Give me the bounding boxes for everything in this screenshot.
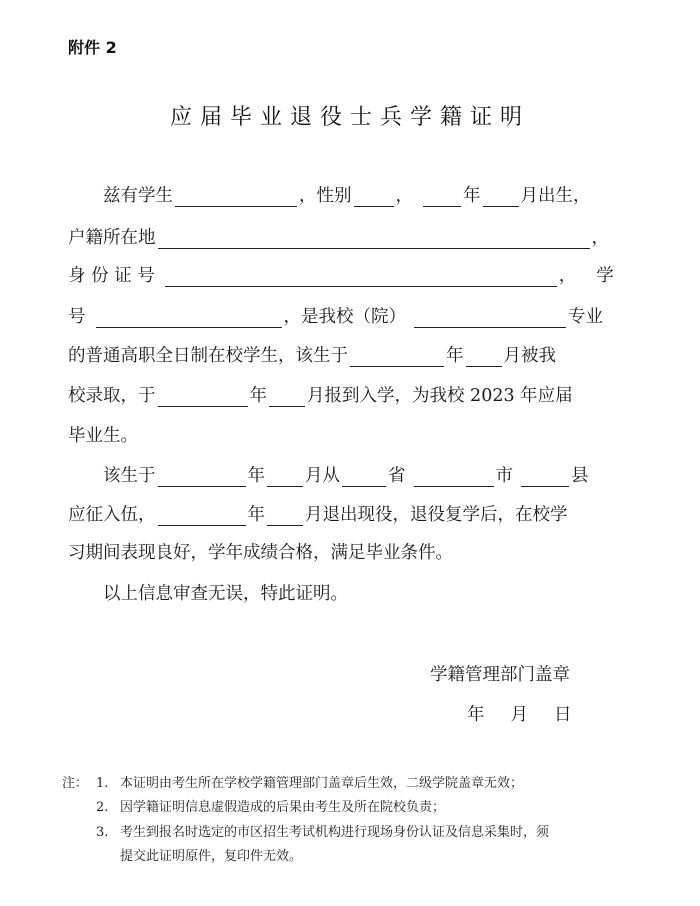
enroll-year-blank[interactable] [158,383,248,407]
text-xue: 学 [596,266,614,286]
note-item-2 [96,796,445,820]
text-year: 年 [446,346,464,366]
birth-month-blank[interactable] [483,183,519,207]
para1-line4 [68,301,633,333]
text-admitted: 月被我 [503,346,556,366]
para2-line2 [68,499,633,531]
date-year: 年 [467,705,485,725]
stamp-department: 学籍管理部门盖章 [430,665,570,685]
enlist-year-blank[interactable] [158,463,246,487]
para1-line1 [68,180,633,212]
text-household: 户籍所在地 [68,228,156,248]
text-enrolled: 校录取，于 [68,386,156,406]
text-performance: 习期间表现良好，学年成绩合格，满足毕业条件。 [68,543,453,563]
text-enlisted: 应征入伍， [68,505,156,525]
text-fulltime: 的普通高职全日制在校学生，该生于 [68,346,348,366]
discharge-year-blank[interactable] [158,502,246,526]
enroll-month-blank[interactable] [269,383,305,407]
text-province: 省 [388,466,406,486]
text-student: 兹有学生 [103,186,173,206]
signature-date [467,700,572,730]
province-blank[interactable] [342,463,386,487]
para1-line5 [68,340,633,372]
text-from: 月从 [305,466,340,486]
text-hao: 号 [68,307,86,327]
text-gender: ，性别 [299,186,352,206]
discharge-month-blank[interactable] [267,502,303,526]
attachment-label: 附件 2 [68,38,117,57]
text-graduate-end: 毕业生。 [68,426,138,446]
text-city: 市 [495,466,513,486]
note-text: 本证明由考生所在学校学籍管理部门盖章后生效，二级学院盖章无效； [120,776,524,791]
birth-year-blank[interactable] [423,183,461,207]
para2-line1 [68,460,633,492]
text-comma: ， [558,266,577,286]
student-number-blank[interactable] [96,304,282,328]
admit-year-blank[interactable] [350,343,444,367]
text-certify: 以上信息审查无误，特此证明。 [103,584,348,604]
text-county: 县 [571,466,589,486]
text-year: 年 [247,466,265,486]
text-discharged: 月退出现役，退役复学后，在校学 [305,505,568,525]
text-id-number: 身 份 证 号 [68,266,155,286]
note-text: 因学籍证明信息虚假造成的后果由考生及所在院校负责； [120,800,446,815]
major-blank[interactable] [414,304,566,328]
household-blank[interactable] [158,225,590,249]
text-year: 年 [463,186,481,206]
date-day: 日 [554,705,572,725]
note-number: 3. [96,825,109,840]
text-year: 年 [247,505,265,525]
gender-blank[interactable] [354,183,394,207]
notes-prefix: 注： [62,776,89,791]
note-text: 考生到报名时选定的市区招生考试机构进行现场身份认证及信息采集时，须 [120,825,550,840]
admit-month-blank[interactable] [466,343,502,367]
text-born: 月出生， [520,186,591,206]
note-item-1 [62,772,523,796]
student-name-blank[interactable] [175,183,297,207]
note-number: 2. [96,800,109,815]
text-comma: ， [591,228,609,248]
text-our-school: ，是我校（院） [283,307,406,327]
enlist-month-blank[interactable] [267,463,303,487]
para1-line2 [68,222,633,254]
text-student-at: 该生于 [103,466,156,486]
city-blank[interactable] [414,463,494,487]
text-graduate: 月报到入学，为我校 2023 年应届 [307,386,573,406]
para2-line3 [68,537,633,569]
note-item-3-continued [120,845,302,869]
para3-line [68,578,633,610]
date-month: 月 [510,705,528,725]
note-item-3 [96,821,549,845]
para1-line6 [68,380,633,412]
text-year: 年 [249,386,267,406]
para1-line3 [68,260,633,292]
note-number: 1. [96,776,109,791]
document-title: 应届毕业退役士兵学籍证明 [169,105,530,130]
id-number-blank[interactable] [165,263,557,287]
note-text: 提交此证明原件，复印件无效。 [120,849,303,864]
county-blank[interactable] [521,463,569,487]
para1-line7 [68,420,633,452]
text-major: 专业 [568,307,603,327]
text-comma: ， [395,186,413,206]
